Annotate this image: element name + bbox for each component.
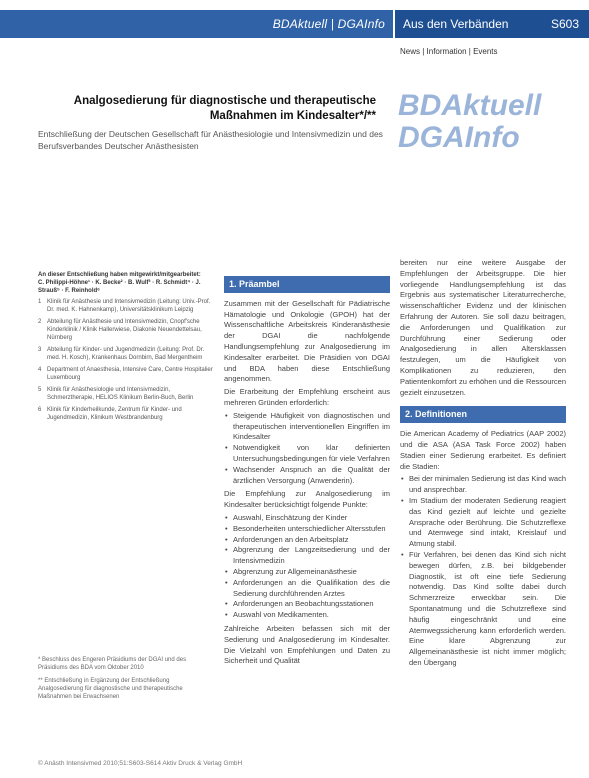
list-item: • Steigende Häufigkeit von diagnostischen und therapeutischen interventionellen Eingriffen im Kindesalter [224,411,390,443]
section-heading-praeambel: 1. Präambel [224,276,390,293]
list-item: • Bei der minimalen Sedierung ist das Kind wach und ansprechbar. [400,474,566,496]
header-brand: BDAktuell | DGAInfo [272,17,385,31]
page-footer: © Anästh Intensivmed 2010;51:S603-S614 Aktiv Druck & Verlag GmbH [38,760,243,767]
affiliation-item: 5 Klinik für Anästhesiologie und Intensivmedizin, Schmerztherapie, HELIOS Klinikum Berlin-Buch, Berlin [38,387,194,401]
footnote: ** Entschließung in Ergänzung der Entschließung Analgosedierung für diagnostische und therapeutische Maßnahmen bei Erwachsenen [38,678,183,700]
list-item: • Abgrenzung zur Allgemeinanästhesie [224,567,390,578]
paragraph: Die Empfehlung zur Analgosedierung im Kindesalter berücksichtigt folgende Punkte: [224,489,390,510]
section-heading-definitionen: 2. Definitionen [400,406,566,423]
header-section: Aus den Verbänden [403,17,509,31]
paragraph: Zusammen mit der Gesellschaft für Pädiatrische Hämatologie und Onkologie (GPOH) hat der Wissenschaftliche Arbeitskreis Kinderanästhesie der DGAI die nachfolgende Handlungsempfehlung zur Analgosedierung im Kindesalter erarbeitet. Die Präsidien von DGAI und BDA haben diese Entschließung angenommen. [224,298,390,384]
column-right [400,258,566,672]
list-item: • Auswahl, Einschätzung der Kinder [224,513,390,524]
header-band [0,10,589,38]
authors-heading: An dieser Entschließung haben mitgewirkt/mitgearbeitet: [38,272,201,278]
footnotes [38,656,213,706]
affiliation-item: 1 Klinik für Anästhesie und Intensivmedizin (Leitung: Univ.-Prof. Dr. med. K. Hahnenkamp), Universitätsklinikum Leipzig [38,299,211,313]
list-item: • Notwendigkeit von klar definierten Untersuchungsbedingungen für viele Verfahren [224,443,390,465]
affiliation-item: 4 Department of Anaesthesia, Intensive Care, Centre Hospitalier Luxembourg [38,367,213,381]
bullet-list [400,474,566,668]
paragraph: bereiten nur eine weitere Ausgabe der Empfehlungen der Arbeitsgruppe. Die hier vorliegende Handlungsempfehlung ist das Ergebnis aus systematischer Literaturrecherche, wissenschaftlicher Evidenz und der klinischen Erfahrung der Autoren. Sie soll dazu beitragen, die Anforderungen und Qualifikation zur Durchführung einer Sedierung oder Analgosedierung in allen Altersklassen festzulegen, um die Häufigkeit von Komplikationen zu reduzieren, den Patientenkomfort zu erhöhen und die Ressourcen gezielt einzusetzen. [400,258,566,397]
article-intro: Entschließung der Deutschen Gesellschaft für Anästhesiologie und Intensivmedizin und des Berufsverbandes Deutscher Anästhesisten [38,129,383,151]
affiliation-item: 2 Abteilung für Anästhesie und Intensivmedizin, Cnopf'sche Kinderklinik / Klinik Hallerwiese, Diakonie Neuendettelsau, Nürnberg [38,319,202,341]
header-band-right [395,10,589,38]
list-item: • Für Verfahren, bei denen das Kind sich nicht bewegen dürfen, z.B. bei bildgebender Diagnostik, ist oft eine tiefe Sedierung notwendig. Das Kind sollte dabei durch Schmerzreize erweckbar sein. Die Spontanatmung und die Schutzreflexe sind häufig eingeschränkt und eine Atemwegssicherung kann erforderlich werden. Eine klare Abgrenzung zur Allgemeinanästhesie ist nicht immer möglich; den Übergang [400,550,566,669]
subnav: News | Information | Events [400,47,498,56]
list-item: • Anforderungen an die Qualifikation des die Sedierung durchführenden Arztes [224,578,390,600]
affiliation-item: 6 Klinik für Kinderheilkunde, Zentrum für Kinder- und Jugendmedizin, Klinikum Westbrandenburg [38,407,182,421]
author-notes [38,271,213,426]
list-item: • Anforderungen an den Arbeitsplatz [224,535,390,546]
footnote: * Beschluss des Engeren Präsidiums der DGAI und des Präsidiums des BDA vom Oktober 2010 [38,657,187,671]
bullet-list [224,411,390,487]
affiliation-list [38,298,213,422]
column-middle [224,276,390,669]
paragraph: Die American Academy of Pediatrics (AAP 2002) und die ASA (ASA Task Force 2002) haben Stadien einer Sedierung erarbeitet. Es definiert die Stadien: [400,429,566,471]
logo-line-1: BDAktuell [398,89,542,122]
page-number: S603 [550,17,579,31]
list-item: • Im Stadium der moderaten Sedierung reagiert das Kind gezielt auf leichte und gezielte Ansprache oder Berührung. Die Schutzreflexe und Atemwege sind intakt, Kreislauf und Atmung stabil. [400,496,566,550]
list-item: • Abgrenzung der Langzeitsedierung und der Intensivmedizin [224,545,390,567]
list-item: • Wachsender Anspruch an die Qualität der ärztlichen Versorgung (Anwenderin). [224,465,390,487]
header-band-left [0,10,393,38]
logo-line-2: DGAInfo [398,121,520,154]
paragraph: Die Erarbeitung der Empfehlung erscheint aus mehreren Gründen erforderlich: [224,387,390,407]
article-title: Analgosedierung für diagnostische und therapeutische Maßnahmen im Kindesalter*/** [73,95,376,122]
affiliation-item: 3 Abteilung für Kinder- und Jugendmedizin (Leitung: Prof. Dr. med. H. Kosch), Krankenhaus Dornbirn, Bad Mergentheim [38,347,205,361]
bda-dgai-logo [398,90,541,154]
list-item: • Besonderheiten unterschiedlicher Altersstufen [224,524,390,535]
list-item: • Auswahl von Medikamenten. [224,610,390,621]
bullet-list [224,513,390,621]
authors-names: C. Philippi-Höhne¹ · K. Becke² · B. Wulf³ · R. Schmidt⁴ · J. Strauß⁵ · F. Reinhold⁶ [38,280,201,294]
list-item: • Anforderungen an Beobachtungsstationen [224,599,390,610]
paragraph: Zahlreiche Arbeiten befassen sich mit der Sedierung und Analgosedierung im Kindesalter. Die Vielzahl von Empfehlungen und Daten zu Sicherheit und Qualität [224,623,390,666]
